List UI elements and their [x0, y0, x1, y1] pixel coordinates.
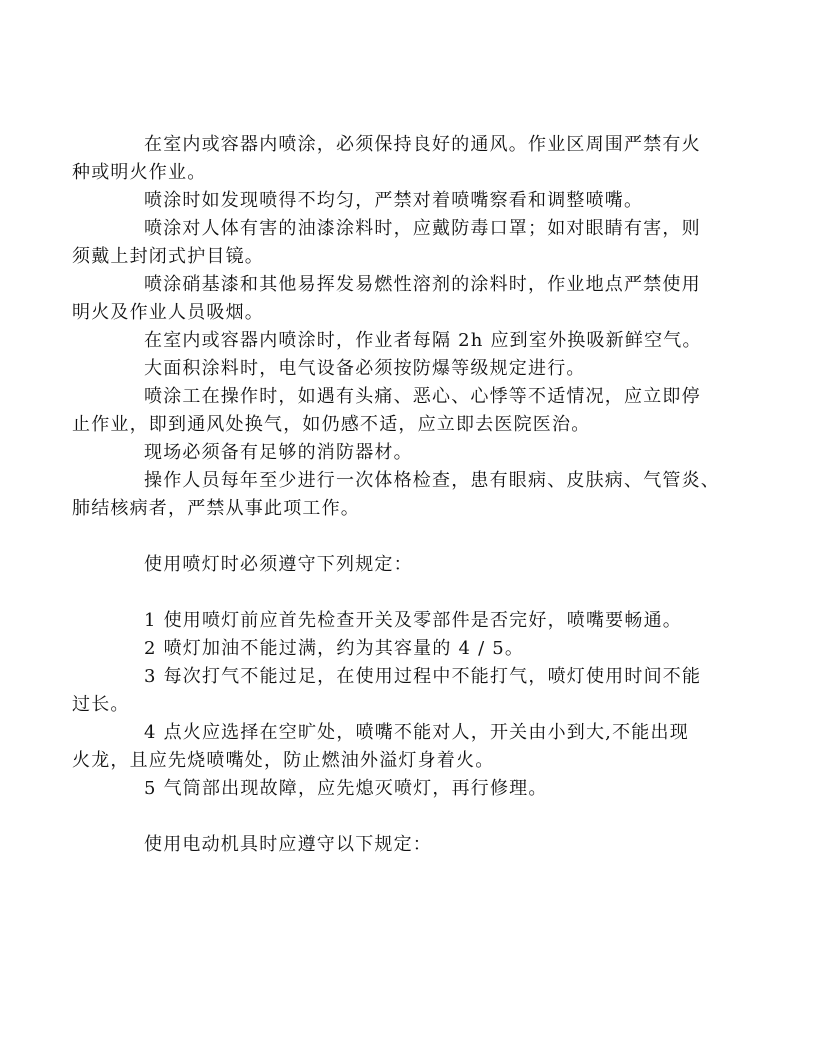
list-item	[108, 607, 728, 635]
line: 喷涂硝基漆和其他易挥发易燃性溶剂的涂料时，作业地点严禁使用	[144, 274, 701, 295]
line: 4 点火应选择在空旷处，喷嘴不能对人，开关由小到大,不能出现	[144, 722, 689, 743]
paragraph	[72, 131, 728, 187]
paragraph	[108, 327, 728, 355]
line: 火龙，且应先烧喷嘴处，防止燃油外溢灯身着火。	[72, 750, 495, 771]
paragraph	[108, 187, 728, 215]
paragraph	[72, 467, 728, 523]
paragraph	[108, 355, 728, 383]
line: 5 气筒部出现故障，应先熄灭喷灯，再行修理。	[144, 778, 548, 799]
paragraph	[108, 439, 728, 467]
spacer	[108, 803, 728, 831]
line: 1 使用喷灯前应首先检查开关及零部件是否完好，喷嘴要畅通。	[144, 610, 682, 631]
line: 2 喷灯加油不能过满，约为其容量的 4 / 5。	[144, 638, 525, 659]
paragraph	[72, 215, 728, 271]
line: 在室内或容器内喷涂，必须保持良好的通风。作业区周围严禁有火	[144, 134, 701, 155]
spacer	[108, 523, 728, 551]
paragraph	[72, 271, 728, 327]
line: 止作业，即到通风处换气，如仍感不适，应立即去医院医治。	[72, 414, 591, 435]
line: 现场必须备有足够的消防器材。	[144, 442, 413, 463]
line: 在室内或容器内喷涂时，作业者每隔 2h 应到室外换吸新鲜空气。	[144, 330, 702, 351]
spray-painting-rules	[72, 131, 728, 523]
line: 过长。	[72, 694, 130, 715]
line: 喷涂对人体有害的油漆涂料时，应戴防毒口罩；如对眼睛有害，则	[144, 218, 701, 239]
line: 3 每次打气不能过足，在使用过程中不能打气，喷灯使用时间不能	[144, 666, 702, 687]
line: 明火及作业人员吸烟。	[72, 302, 264, 323]
line: 种或明火作业。	[72, 162, 207, 183]
list-item	[108, 635, 728, 663]
list-item	[72, 663, 728, 719]
line: 喷涂工在操作时，如遇有头痛、恶心、心悸等不适情况，应立即停	[144, 386, 701, 407]
line: 喷涂时如发现喷得不均匀，严禁对着喷嘴察看和调整喷嘴。	[144, 190, 644, 211]
blowtorch-rules	[72, 551, 728, 803]
line: 肺结核病者，严禁从事此项工作。	[72, 498, 360, 519]
list-item	[108, 775, 728, 803]
line: 大面积涂料时，电气设备必须按防爆等级规定进行。	[144, 358, 586, 379]
power-tool-rules	[108, 831, 728, 859]
spacer	[108, 579, 728, 607]
list-item	[72, 719, 728, 775]
line: 须戴上封闭式护目镜。	[72, 246, 264, 267]
section-heading: 使用喷灯时必须遵守下列规定：	[144, 554, 413, 575]
paragraph	[72, 383, 728, 439]
line: 操作人员每年至少进行一次体格检查，患有眼病、皮肤病、气管炎、	[144, 470, 720, 491]
section-heading: 使用电动机具时应遵守以下规定：	[144, 834, 432, 855]
document-page	[72, 131, 728, 859]
